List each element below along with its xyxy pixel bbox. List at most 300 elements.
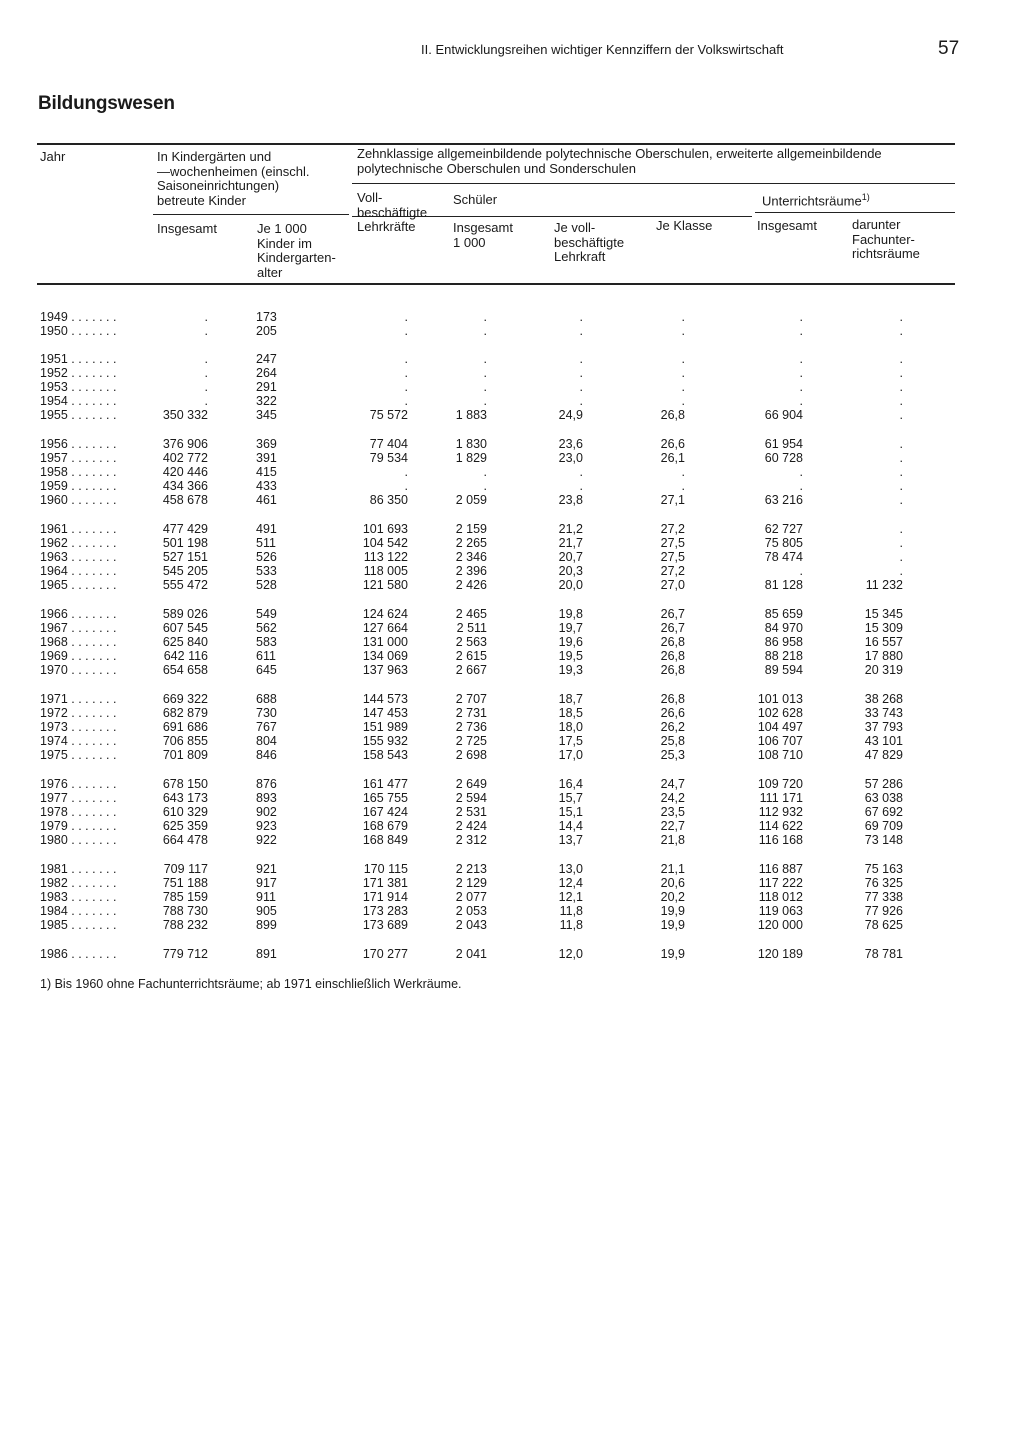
cell-schueler-je-klasse: . bbox=[681, 394, 685, 408]
cell-year: 1952 . . . . . . . bbox=[40, 366, 117, 380]
table-row bbox=[0, 862, 1024, 876]
cell-raeume-fachunterricht: . bbox=[899, 522, 903, 536]
header-voll-line-3: Lehrkräfte bbox=[357, 219, 416, 234]
table-row bbox=[0, 493, 1024, 507]
cell-schueler-je-klasse: 21,8 bbox=[660, 833, 685, 847]
cell-schueler-je-lehrkraft: . bbox=[579, 465, 583, 479]
cell-schueler-1000: 2 667 bbox=[455, 663, 487, 677]
cell-lehrkraefte: 134 069 bbox=[362, 649, 408, 663]
cell-raeume-fachunterricht: . bbox=[899, 366, 903, 380]
cell-year: 1967 . . . . . . . bbox=[40, 621, 117, 635]
cell-raeume-insgesamt: 75 805 bbox=[764, 536, 803, 550]
cell-lehrkraefte: . bbox=[404, 394, 408, 408]
cell-lehrkraefte: . bbox=[404, 310, 408, 324]
cell-schueler-je-klasse: 24,2 bbox=[660, 791, 685, 805]
cell-kiga-je-1000: 804 bbox=[256, 734, 277, 748]
cell-kiga-je-1000: 922 bbox=[256, 833, 277, 847]
cell-schueler-je-klasse: 19,9 bbox=[660, 904, 685, 918]
cell-year: 1950 . . . . . . . bbox=[40, 324, 117, 338]
cell-year: 1981 . . . . . . . bbox=[40, 862, 117, 876]
cell-raeume-fachunterricht: 11 232 bbox=[865, 578, 903, 592]
cell-year: 1956 . . . . . . . bbox=[40, 437, 117, 451]
header-kiga-group bbox=[157, 150, 309, 208]
header-kiga-je-line-4: alter bbox=[257, 264, 283, 280]
cell-schueler-1000: 2 698 bbox=[455, 748, 487, 762]
cell-schueler-je-klasse: . bbox=[681, 465, 685, 479]
cell-raeume-insgesamt: 60 728 bbox=[764, 451, 803, 465]
cell-schueler-je-klasse: . bbox=[681, 380, 685, 394]
cell-year: 1980 . . . . . . . bbox=[40, 833, 117, 847]
cell-kiga-insgesamt: . bbox=[204, 324, 208, 338]
cell-schueler-1000: 2 424 bbox=[455, 819, 487, 833]
cell-kiga-je-1000: 433 bbox=[256, 479, 277, 493]
cell-year: 1949 . . . . . . . bbox=[40, 310, 117, 324]
cell-kiga-je-1000: 846 bbox=[256, 748, 277, 762]
cell-kiga-insgesamt: 779 712 bbox=[162, 947, 208, 961]
cell-schueler-je-klasse: 19,9 bbox=[660, 918, 685, 932]
cell-raeume-fachunterricht: . bbox=[899, 380, 903, 394]
cell-kiga-je-1000: 526 bbox=[256, 550, 277, 564]
cell-kiga-insgesamt: 610 329 bbox=[162, 805, 208, 819]
cell-schueler-je-lehrkraft: 20,7 bbox=[558, 550, 583, 564]
header-schools-line-2: polytechnische Oberschulen und Sonderschulen bbox=[357, 160, 636, 176]
table-row bbox=[0, 904, 1024, 918]
table-top-rule bbox=[37, 143, 955, 145]
cell-lehrkraefte: 155 932 bbox=[362, 734, 408, 748]
cell-schueler-je-lehrkraft: 17,5 bbox=[558, 734, 583, 748]
header-kiga-je-line-2: Kinder im bbox=[257, 235, 312, 251]
cell-schueler-je-lehrkraft: 18,7 bbox=[558, 692, 583, 706]
cell-kiga-insgesamt: . bbox=[204, 380, 208, 394]
cell-kiga-je-1000: 391 bbox=[256, 451, 277, 465]
cell-kiga-je-1000: 611 bbox=[256, 649, 276, 663]
footnote: 1) Bis 1960 ohne Fachunterrichtsräume; ab 1971 einschließlich Werkräume. bbox=[40, 977, 462, 991]
cell-lehrkraefte: 171 914 bbox=[362, 890, 408, 904]
cell-schueler-je-lehrkraft: 14,4 bbox=[558, 819, 583, 833]
cell-schueler-je-lehrkraft: . bbox=[579, 479, 583, 493]
cell-schueler-1000: 2 077 bbox=[455, 890, 487, 904]
header-sch-je-line-3: Lehrkraft bbox=[554, 249, 606, 264]
header-unterrichtsraeume bbox=[762, 190, 870, 209]
cell-schueler-je-lehrkraft: . bbox=[579, 310, 583, 324]
table-row bbox=[0, 366, 1024, 380]
cell-schueler-je-klasse: 25,3 bbox=[660, 748, 685, 762]
cell-lehrkraefte: 165 755 bbox=[362, 791, 408, 805]
header-voll-line-2: beschäftigte bbox=[357, 204, 428, 220]
cell-schueler-je-klasse: . bbox=[681, 352, 685, 366]
cell-kiga-je-1000: 562 bbox=[256, 621, 277, 635]
cell-kiga-insgesamt: 625 840 bbox=[162, 635, 208, 649]
cell-year: 1955 . . . . . . . bbox=[40, 408, 117, 422]
cell-year: 1982 . . . . . . . bbox=[40, 876, 117, 890]
cell-raeume-fachunterricht: 73 148 bbox=[864, 833, 903, 847]
cell-lehrkraefte: . bbox=[404, 465, 408, 479]
header-kiga-line-3: Saisoneinrichtungen) bbox=[157, 178, 280, 193]
cell-schueler-je-klasse: 26,7 bbox=[660, 621, 685, 635]
cell-raeume-insgesamt: . bbox=[799, 352, 803, 366]
cell-schueler-je-lehrkraft: 15,1 bbox=[558, 805, 583, 819]
header-kiga-insgesamt: Insgesamt bbox=[157, 221, 217, 236]
cell-schueler-1000: 2 736 bbox=[455, 720, 487, 734]
cell-kiga-je-1000: 173 bbox=[256, 310, 277, 324]
cell-schueler-je-lehrkraft: 20,3 bbox=[558, 564, 583, 578]
cell-raeume-fachunterricht: . bbox=[899, 437, 903, 451]
cell-lehrkraefte: 127 664 bbox=[362, 621, 408, 635]
cell-kiga-insgesamt: 664 478 bbox=[162, 833, 208, 847]
cell-raeume-fachunterricht: 16 557 bbox=[864, 635, 903, 649]
cell-raeume-insgesamt: 111 171 bbox=[759, 791, 803, 805]
cell-raeume-insgesamt: . bbox=[799, 310, 803, 324]
cell-raeume-insgesamt: 101 013 bbox=[757, 692, 803, 706]
table-row bbox=[0, 890, 1024, 904]
cell-kiga-je-1000: 645 bbox=[256, 663, 277, 677]
cell-raeume-insgesamt: 112 932 bbox=[758, 805, 803, 819]
cell-kiga-insgesamt: . bbox=[204, 352, 208, 366]
cell-year: 1961 . . . . . . . bbox=[40, 522, 117, 536]
cell-year: 1985 . . . . . . . bbox=[40, 918, 117, 932]
cell-year: 1984 . . . . . . . bbox=[40, 904, 117, 918]
table-row bbox=[0, 791, 1024, 805]
cell-schueler-je-lehrkraft: 19,5 bbox=[558, 649, 583, 663]
cell-lehrkraefte: 124 624 bbox=[362, 607, 408, 621]
cell-kiga-je-1000: 291 bbox=[256, 380, 277, 394]
cell-raeume-insgesamt: . bbox=[799, 394, 803, 408]
cell-schueler-je-lehrkraft: 13,0 bbox=[558, 862, 583, 876]
cell-schueler-je-lehrkraft: 12,1 bbox=[558, 890, 583, 904]
cell-kiga-je-1000: 583 bbox=[256, 635, 277, 649]
cell-schueler-1000: 2 159 bbox=[455, 522, 487, 536]
cell-raeume-fachunterricht: 69 709 bbox=[864, 819, 903, 833]
cell-schueler-je-klasse: 26,6 bbox=[660, 706, 685, 720]
cell-kiga-insgesamt: 555 472 bbox=[162, 578, 208, 592]
table-row bbox=[0, 536, 1024, 550]
cell-raeume-fachunterricht: . bbox=[899, 324, 903, 338]
cell-kiga-insgesamt: 654 658 bbox=[162, 663, 208, 677]
table-row bbox=[0, 805, 1024, 819]
cell-schueler-je-klasse: 27,2 bbox=[660, 522, 685, 536]
cell-raeume-fachunterricht: 20 319 bbox=[864, 663, 903, 677]
cell-schueler-je-klasse: 23,5 bbox=[660, 805, 685, 819]
cell-schueler-je-lehrkraft: . bbox=[579, 380, 583, 394]
header-sch-je-line-2: beschäftigte bbox=[554, 234, 625, 250]
cell-schueler-1000: 2 563 bbox=[455, 635, 487, 649]
table-row bbox=[0, 649, 1024, 663]
cell-kiga-je-1000: 917 bbox=[256, 876, 277, 890]
cell-raeume-fachunterricht: . bbox=[899, 493, 903, 507]
cell-kiga-je-1000: 899 bbox=[256, 918, 277, 932]
cell-kiga-insgesamt: 669 322 bbox=[162, 692, 208, 706]
table-row bbox=[0, 918, 1024, 932]
cell-kiga-insgesamt: 589 026 bbox=[162, 607, 208, 621]
cell-raeume-fachunterricht: 75 163 bbox=[864, 862, 903, 876]
cell-year: 1976 . . . . . . . bbox=[40, 777, 117, 791]
table-row bbox=[0, 437, 1024, 451]
table-row bbox=[0, 876, 1024, 890]
cell-schueler-je-klasse: 21,1 bbox=[660, 862, 685, 876]
header-kiga-je-line-3: Kindergarten- bbox=[257, 250, 336, 265]
cell-schueler-1000: . bbox=[483, 310, 487, 324]
cell-kiga-je-1000: 415 bbox=[256, 465, 277, 479]
cell-lehrkraefte: 173 689 bbox=[362, 918, 408, 932]
cell-raeume-insgesamt: 116 887 bbox=[758, 862, 803, 876]
cell-raeume-insgesamt: 84 970 bbox=[764, 621, 803, 635]
cell-kiga-insgesamt: 420 446 bbox=[162, 465, 208, 479]
cell-kiga-insgesamt: . bbox=[204, 310, 208, 324]
cell-raeume-insgesamt: 116 168 bbox=[758, 833, 803, 847]
cell-schueler-je-klasse: . bbox=[681, 310, 685, 324]
cell-schueler-je-lehrkraft: 18,0 bbox=[558, 720, 583, 734]
cell-lehrkraefte: 113 122 bbox=[363, 550, 408, 564]
cell-kiga-je-1000: 533 bbox=[256, 564, 277, 578]
header-raeume-darunter bbox=[852, 218, 920, 262]
cell-year: 1979 . . . . . . . bbox=[40, 819, 117, 833]
cell-lehrkraefte: . bbox=[404, 479, 408, 493]
cell-lehrkraefte: 147 453 bbox=[362, 706, 408, 720]
cell-raeume-insgesamt: 106 707 bbox=[757, 734, 803, 748]
cell-kiga-insgesamt: 458 678 bbox=[162, 493, 208, 507]
table-row bbox=[0, 310, 1024, 324]
cell-kiga-je-1000: 345 bbox=[256, 408, 277, 422]
cell-schueler-je-klasse: 26,8 bbox=[660, 649, 685, 663]
cell-year: 1968 . . . . . . . bbox=[40, 635, 117, 649]
table-row bbox=[0, 607, 1024, 621]
cell-lehrkraefte: . bbox=[404, 366, 408, 380]
cell-kiga-je-1000: 264 bbox=[256, 366, 277, 380]
cell-lehrkraefte: 170 277 bbox=[362, 947, 408, 961]
cell-kiga-je-1000: 247 bbox=[256, 352, 277, 366]
table-row bbox=[0, 621, 1024, 635]
cell-raeume-insgesamt: 62 727 bbox=[764, 522, 803, 536]
page-number: 57 bbox=[938, 38, 960, 59]
cell-raeume-fachunterricht: 43 101 bbox=[864, 734, 903, 748]
cell-raeume-insgesamt: 89 594 bbox=[764, 663, 803, 677]
cell-kiga-insgesamt: 527 151 bbox=[162, 550, 208, 564]
cell-schueler-1000: 2 213 bbox=[455, 862, 487, 876]
cell-raeume-fachunterricht: . bbox=[899, 479, 903, 493]
cell-lehrkraefte: 101 693 bbox=[362, 522, 408, 536]
cell-schueler-1000: 2 396 bbox=[455, 564, 487, 578]
cell-raeume-fachunterricht: 17 880 bbox=[864, 649, 903, 663]
cell-kiga-je-1000: 369 bbox=[256, 437, 277, 451]
cell-year: 1973 . . . . . . . bbox=[40, 720, 117, 734]
table-row bbox=[0, 394, 1024, 408]
cell-lehrkraefte: 86 350 bbox=[369, 493, 408, 507]
cell-schueler-1000: 2 649 bbox=[455, 777, 487, 791]
cell-raeume-fachunterricht: 77 338 bbox=[864, 890, 903, 904]
cell-schueler-je-lehrkraft: . bbox=[579, 366, 583, 380]
cell-raeume-insgesamt: . bbox=[799, 324, 803, 338]
cell-kiga-insgesamt: 751 188 bbox=[162, 876, 208, 890]
cell-schueler-1000: . bbox=[483, 479, 487, 493]
cell-raeume-fachunterricht: 15 309 bbox=[864, 621, 903, 635]
cell-lehrkraefte: 137 963 bbox=[362, 663, 408, 677]
cell-schueler-je-lehrkraft: 17,0 bbox=[558, 748, 583, 762]
cell-kiga-insgesamt: 788 730 bbox=[162, 904, 208, 918]
cell-kiga-insgesamt: 691 686 bbox=[162, 720, 208, 734]
cell-schueler-je-klasse: 27,0 bbox=[660, 578, 685, 592]
cell-schueler-1000: 2 059 bbox=[455, 493, 487, 507]
cell-raeume-insgesamt: 120 189 bbox=[757, 947, 803, 961]
table-row bbox=[0, 720, 1024, 734]
cell-lehrkraefte: 173 283 bbox=[362, 904, 408, 918]
cell-schueler-je-klasse: 20,6 bbox=[660, 876, 685, 890]
table-row bbox=[0, 324, 1024, 338]
header-schueler: Schüler bbox=[453, 192, 498, 207]
cell-kiga-insgesamt: 709 117 bbox=[163, 862, 208, 876]
cell-year: 1963 . . . . . . . bbox=[40, 550, 117, 564]
cell-raeume-fachunterricht: . bbox=[899, 394, 903, 408]
cell-kiga-insgesamt: 678 150 bbox=[162, 777, 208, 791]
cell-year: 1962 . . . . . . . bbox=[40, 536, 117, 550]
header-kiga-je-1000 bbox=[257, 222, 336, 280]
cell-lehrkraefte: 168 679 bbox=[362, 819, 408, 833]
cell-kiga-insgesamt: . bbox=[204, 394, 208, 408]
table-row bbox=[0, 692, 1024, 706]
cell-schueler-1000: 2 346 bbox=[455, 550, 487, 564]
table-row bbox=[0, 451, 1024, 465]
cell-schueler-1000: 2 426 bbox=[455, 578, 487, 592]
cell-kiga-je-1000: 491 bbox=[256, 522, 277, 536]
table-row bbox=[0, 522, 1024, 536]
cell-year: 1986 . . . . . . . bbox=[40, 947, 117, 961]
cell-kiga-insgesamt: 706 855 bbox=[162, 734, 208, 748]
cell-year: 1971 . . . . . . . bbox=[40, 692, 117, 706]
cell-kiga-je-1000: 876 bbox=[256, 777, 277, 791]
cell-schueler-je-klasse: 22,7 bbox=[660, 819, 685, 833]
cell-year: 1983 . . . . . . . bbox=[40, 890, 117, 904]
table-row bbox=[0, 748, 1024, 762]
cell-year: 1978 . . . . . . . bbox=[40, 805, 117, 819]
cell-schueler-je-klasse: 27,5 bbox=[660, 550, 685, 564]
cell-lehrkraefte: 75 572 bbox=[369, 408, 408, 422]
table-row bbox=[0, 408, 1024, 422]
table-row bbox=[0, 706, 1024, 720]
cell-year: 1975 . . . . . . . bbox=[40, 748, 117, 762]
header-raeume-footnote-mark: 1) bbox=[861, 192, 870, 202]
cell-schueler-1000: 2 594 bbox=[455, 791, 487, 805]
cell-year: 1964 . . . . . . . bbox=[40, 564, 117, 578]
cell-schueler-je-klasse: 26,8 bbox=[660, 663, 685, 677]
cell-raeume-insgesamt: 61 954 bbox=[764, 437, 803, 451]
cell-lehrkraefte: 170 115 bbox=[363, 862, 408, 876]
cell-kiga-je-1000: 905 bbox=[256, 904, 277, 918]
cell-schueler-je-klasse: . bbox=[681, 324, 685, 338]
cell-raeume-fachunterricht: 37 793 bbox=[864, 720, 903, 734]
cell-raeume-fachunterricht: 57 286 bbox=[864, 777, 903, 791]
cell-kiga-je-1000: 923 bbox=[256, 819, 277, 833]
cell-schueler-1000: 2 053 bbox=[455, 904, 487, 918]
cell-year: 1969 . . . . . . . bbox=[40, 649, 117, 663]
cell-schueler-je-klasse: 26,6 bbox=[660, 437, 685, 451]
cell-schueler-je-lehrkraft: 19,3 bbox=[558, 663, 583, 677]
cell-kiga-insgesamt: 682 879 bbox=[162, 706, 208, 720]
cell-schueler-je-lehrkraft: . bbox=[579, 324, 583, 338]
cell-raeume-insgesamt: 120 000 bbox=[757, 918, 803, 932]
cell-kiga-je-1000: 528 bbox=[256, 578, 277, 592]
cell-schueler-je-klasse: 20,2 bbox=[660, 890, 685, 904]
cell-raeume-insgesamt: . bbox=[799, 479, 803, 493]
cell-raeume-insgesamt: . bbox=[799, 366, 803, 380]
cell-kiga-je-1000: 549 bbox=[256, 607, 277, 621]
cell-lehrkraefte: . bbox=[404, 324, 408, 338]
cell-kiga-insgesamt: 625 359 bbox=[162, 819, 208, 833]
cell-schueler-1000: . bbox=[483, 465, 487, 479]
page-title: Bildungswesen bbox=[38, 93, 175, 114]
header-kiga-je-line-1: Je 1 000 bbox=[257, 221, 307, 236]
schools-group-rule bbox=[352, 183, 955, 184]
cell-kiga-je-1000: 911 bbox=[256, 890, 276, 904]
cell-kiga-insgesamt: 607 545 bbox=[162, 621, 208, 635]
cell-year: 1959 . . . . . . . bbox=[40, 479, 117, 493]
cell-schueler-1000: 1 830 bbox=[455, 437, 487, 451]
cell-year: 1977 . . . . . . . bbox=[40, 791, 117, 805]
cell-kiga-insgesamt: 785 159 bbox=[162, 890, 208, 904]
cell-kiga-insgesamt: 788 232 bbox=[162, 918, 208, 932]
cell-schueler-je-lehrkraft: 23,6 bbox=[558, 437, 583, 451]
cell-kiga-insgesamt: 501 198 bbox=[162, 536, 208, 550]
cell-raeume-insgesamt: 78 474 bbox=[764, 550, 803, 564]
cell-raeume-fachunterricht: 78 781 bbox=[864, 947, 903, 961]
header-voll-line-1: Voll- bbox=[357, 190, 383, 205]
header-schueler-insgesamt bbox=[453, 221, 513, 250]
cell-schueler-1000: 2 043 bbox=[455, 918, 487, 932]
cell-schueler-1000: . bbox=[483, 366, 487, 380]
header-schools-group bbox=[357, 147, 882, 176]
cell-raeume-fachunterricht: 63 038 bbox=[864, 791, 903, 805]
table-row bbox=[0, 635, 1024, 649]
cell-raeume-insgesamt: 117 222 bbox=[758, 876, 803, 890]
cell-schueler-je-lehrkraft: 20,0 bbox=[558, 578, 583, 592]
cell-schueler-1000: 2 041 bbox=[455, 947, 487, 961]
cell-schueler-je-lehrkraft: 21,7 bbox=[558, 536, 583, 550]
cell-schueler-je-klasse: . bbox=[681, 366, 685, 380]
table-row bbox=[0, 578, 1024, 592]
cell-raeume-fachunterricht: 77 926 bbox=[864, 904, 903, 918]
header-sch-insg-line-2: 1 000 bbox=[453, 234, 486, 250]
cell-raeume-fachunterricht: 67 692 bbox=[864, 805, 903, 819]
header-kiga-line-2: —wochenheimen (einschl. bbox=[157, 163, 310, 179]
cell-raeume-insgesamt: 86 958 bbox=[764, 635, 803, 649]
cell-schueler-je-lehrkraft: 12,0 bbox=[558, 947, 583, 961]
cell-raeume-fachunterricht: . bbox=[899, 408, 903, 422]
cell-year: 1960 . . . . . . . bbox=[40, 493, 117, 507]
cell-kiga-je-1000: 730 bbox=[256, 706, 277, 720]
cell-kiga-insgesamt: 376 906 bbox=[162, 437, 208, 451]
cell-kiga-je-1000: 322 bbox=[256, 394, 277, 408]
header-kiga-line-4: betreute Kinder bbox=[157, 192, 246, 208]
cell-schueler-1000: . bbox=[483, 352, 487, 366]
cell-schueler-je-klasse: 27,1 bbox=[660, 493, 685, 507]
cell-kiga-je-1000: 921 bbox=[256, 862, 277, 876]
cell-lehrkraefte: 171 381 bbox=[362, 876, 408, 890]
cell-schueler-1000: 2 129 bbox=[455, 876, 487, 890]
cell-year: 1957 . . . . . . . bbox=[40, 451, 117, 465]
cell-schueler-1000: . bbox=[483, 380, 487, 394]
table-row bbox=[0, 479, 1024, 493]
cell-schueler-je-klasse: 26,8 bbox=[660, 408, 685, 422]
cell-schueler-je-klasse: 27,2 bbox=[660, 564, 685, 578]
cell-kiga-insgesamt: 477 429 bbox=[162, 522, 208, 536]
cell-kiga-insgesamt: 701 809 bbox=[162, 748, 208, 762]
cell-raeume-insgesamt: 81 128 bbox=[764, 578, 803, 592]
cell-kiga-insgesamt: . bbox=[204, 366, 208, 380]
cell-schueler-je-lehrkraft: 11,8 bbox=[559, 904, 583, 918]
cell-raeume-fachunterricht: . bbox=[899, 310, 903, 324]
cell-raeume-insgesamt: . bbox=[799, 380, 803, 394]
cell-schueler-je-lehrkraft: 16,4 bbox=[558, 777, 583, 791]
header-sch-insg-line-1: Insgesamt bbox=[453, 220, 513, 235]
cell-schueler-je-lehrkraft: 23,0 bbox=[558, 451, 583, 465]
